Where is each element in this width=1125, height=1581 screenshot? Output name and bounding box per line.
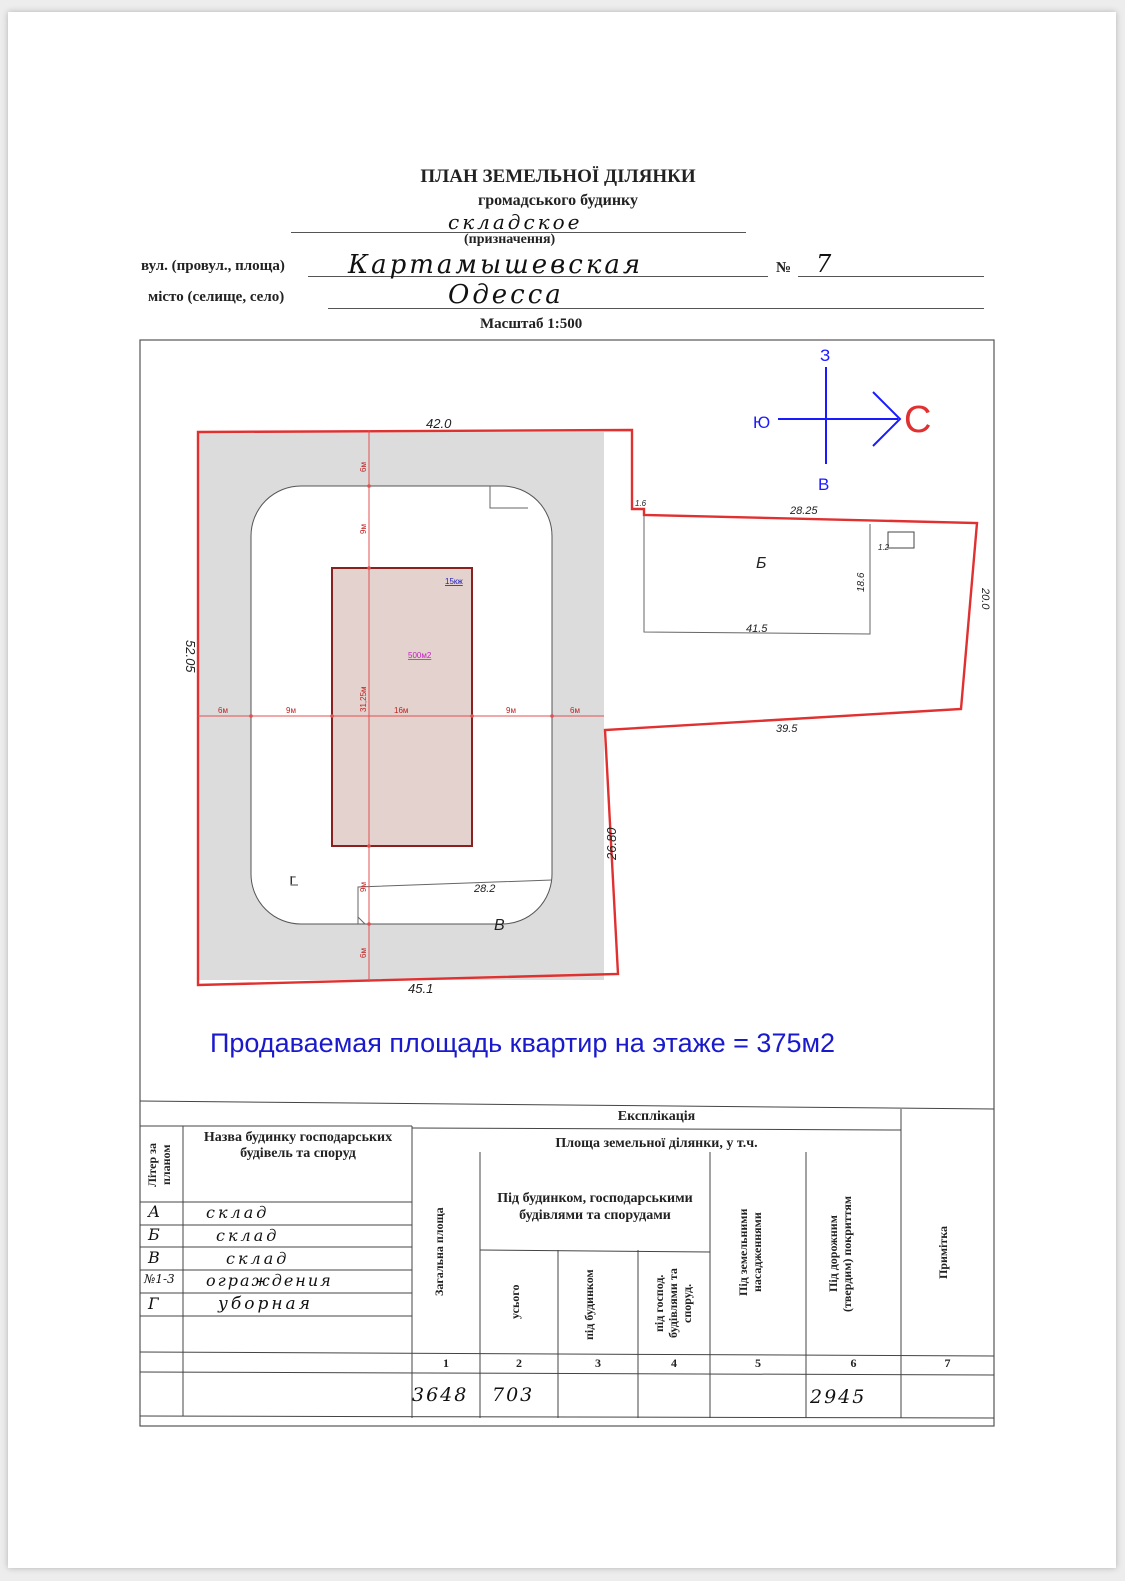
purpose-value: складское — [448, 210, 583, 234]
col-green: Під земельними насадженнями — [736, 1208, 764, 1296]
dim-3125: 31,25м — [359, 686, 368, 712]
sale-note: Продаваемая площадь квартир на этаже = 375м2 — [210, 1028, 836, 1058]
dim-9m-bottom: 9м — [359, 882, 368, 892]
col-letter: Літер за планом — [145, 1143, 173, 1187]
dim-9m-right: 9м — [506, 706, 516, 715]
label-v: В — [494, 917, 505, 934]
document-title: ПЛАН ЗЕМЕЛЬНОЇ ДІЛЯНКИ — [420, 166, 696, 187]
dim-6m-left: 6м — [218, 706, 228, 715]
bottom-dim: 45.1 — [408, 981, 434, 996]
row-name-a: склад — [206, 1203, 270, 1222]
compass-east: С — [904, 399, 932, 441]
b-lower-dim: 39.5 — [776, 723, 798, 735]
explication-title: Експлікація — [617, 1109, 696, 1124]
building-floors: 15кж — [445, 577, 463, 586]
b-right-dim: 20.0 — [979, 588, 991, 610]
b-step-dim: 1.6 — [635, 499, 647, 508]
col-number-4: 4 — [671, 1356, 677, 1370]
row-letter-a: А — [148, 1202, 161, 1221]
total-under-all: 703 — [492, 1384, 535, 1406]
label-b: Б — [756, 555, 767, 572]
row-letter-fence: №1-3 — [144, 1272, 175, 1286]
col-roads: Під дорожним (твердим) покриттям — [826, 1195, 854, 1313]
b-side-dim: 18.6 — [856, 572, 867, 592]
right-dim: 26.80 — [604, 827, 619, 860]
row-name-v: склад — [226, 1249, 290, 1268]
b-top-dim: 28.25 — [790, 505, 818, 517]
street-label: вул. (провул., площа) — [141, 258, 285, 274]
v-inner-dim: 28.2 — [474, 883, 496, 895]
city-label: місто (селище, село) — [148, 289, 285, 305]
col-area-group: Площа земельної ділянки, у т.ч. — [555, 1136, 758, 1151]
label-g: Г — [290, 875, 296, 887]
col-all: усього — [508, 1284, 522, 1320]
document-subtitle: громадського будинку — [477, 192, 639, 209]
dim-9m-top: 9м — [359, 524, 368, 534]
total-roads: 2945 — [810, 1386, 867, 1408]
col-number-6: 6 — [850, 1356, 857, 1370]
col-number-7: 7 — [944, 1356, 951, 1370]
col-number-1: 1 — [443, 1356, 449, 1370]
col-building: під будинком — [582, 1269, 596, 1341]
number-value: 7 — [816, 250, 835, 278]
left-dim: 52.05 — [183, 640, 198, 673]
col-number-3: 3 — [595, 1356, 601, 1370]
compass-west: Ю — [753, 413, 771, 432]
col-note: Примітка — [936, 1225, 950, 1279]
document-sheet — [8, 12, 1116, 1568]
compass-south: В — [818, 475, 830, 494]
row-letter-g: Г — [148, 1294, 159, 1313]
col-total: Загальна площа — [432, 1207, 446, 1297]
total-area: 3648 — [412, 1384, 469, 1406]
scale-label: Масштаб 1:500 — [480, 316, 583, 332]
explication-grid — [8, 12, 1116, 1568]
dim-16m: 16м — [394, 706, 409, 715]
col-under-group: Під будинком, господарськими будівлями та спорудами — [497, 1191, 693, 1223]
row-letter-b: Б — [148, 1225, 160, 1244]
col-outbuild: під господ. будівлями та споруд. — [652, 1268, 694, 1338]
row-name-g: уборная — [218, 1294, 313, 1314]
street-value: Картамышевская — [348, 250, 644, 280]
dim-6m-right: 6м — [570, 706, 580, 715]
row-name-fence: ограждения — [206, 1271, 333, 1290]
dim-6m-top: 6м — [359, 462, 368, 472]
compass-north: З — [820, 346, 831, 365]
col-number-2: 2 — [516, 1356, 522, 1370]
number-label: № — [776, 260, 792, 276]
purpose-label: (призначення) — [464, 232, 556, 247]
row-letter-v: В — [148, 1248, 160, 1267]
dim-6m-bottom: 6м — [359, 948, 368, 958]
dim-9m-left: 9м — [286, 706, 296, 715]
row-name-b: склад — [216, 1226, 280, 1245]
b-bottom-dim: 41.5 — [746, 623, 768, 635]
g-small-dim: 1.2 — [878, 543, 890, 552]
building-area: 500м2 — [408, 651, 432, 660]
city-value: Одесса — [448, 280, 564, 310]
top-dim: 42.0 — [426, 416, 452, 431]
col-number-5: 5 — [755, 1356, 761, 1370]
col-name: Назва будинку господарських будівель та споруд — [203, 1130, 393, 1161]
